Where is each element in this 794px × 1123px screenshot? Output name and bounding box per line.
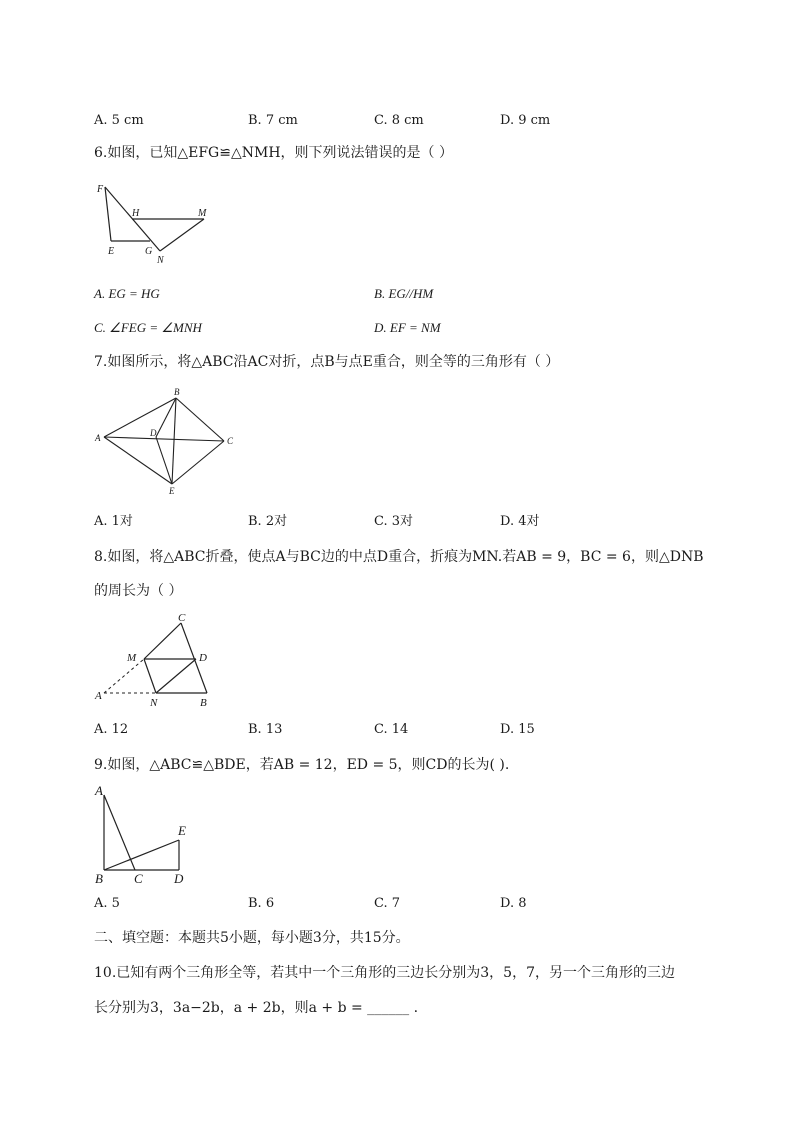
- q6-label-f: F: [97, 184, 104, 195]
- q7-option-d: D. 4对: [500, 514, 540, 529]
- q9-option-d: D. 8: [500, 896, 527, 911]
- q7-option-c: C. 3对: [374, 514, 414, 529]
- q8-label-c: C: [178, 612, 186, 624]
- q8-stem-line2: 的周长为（ ）: [94, 583, 183, 599]
- q6-stem: 6.如图，已知△EFG≌△NMH，则下列说法错误的是（ ）: [94, 145, 453, 161]
- q8-stem-line1: 8.如图，将△ABC折叠，使点A与BC边的中点D重合，折痕为MN.若AB = 9，BC = 6，则△DNB: [94, 549, 704, 565]
- q6-label-n: N: [157, 255, 164, 266]
- q8-option-d: D. 15: [500, 722, 535, 737]
- q6-label-m: M: [198, 208, 207, 219]
- section-2-title: 二、填空题：本题共5小题，每小题3分，共15分。: [94, 930, 410, 946]
- q9-label-b: B: [95, 871, 103, 886]
- q8-option-c: C. 14: [374, 722, 409, 737]
- q10-stem-line2: 长分别为3，3a−2b，a + 2b，则a + b = ______ .: [94, 1000, 419, 1016]
- q9-label-e: E: [178, 823, 186, 838]
- q8-label-b: B: [200, 697, 207, 709]
- q9-option-a: A. 5: [94, 896, 120, 911]
- q9-label-c: C: [134, 871, 143, 886]
- q7-label-b: B: [174, 387, 180, 397]
- q10-stem-line1: 10.已知有两个三角形全等，若其中一个三角形的三边长分别为3，5，7，另一个三角形的三边: [94, 965, 675, 981]
- q7-option-b: B. 2对: [248, 514, 288, 529]
- q7-stem: 7.如图所示，将△ABC沿AC对折，点B与点E重合，则全等的三角形有（ ）: [94, 354, 560, 370]
- q6-figure: [94, 178, 224, 268]
- q5-option-d: D. 9 cm: [500, 113, 551, 128]
- q8-label-d: D: [199, 652, 207, 664]
- q9-option-c: C. 7: [374, 896, 401, 911]
- q6-label-g: G: [145, 246, 153, 257]
- q6-option-a: A. EG = HG: [94, 286, 160, 301]
- q7-label-c: C: [227, 436, 234, 446]
- q9-label-d: D: [174, 871, 184, 886]
- q5-option-b: B. 7 cm: [248, 113, 298, 128]
- q9-stem: 9.如图，△ABC≌△BDE，若AB = 12，ED = 5，则CD的长为( ).: [94, 757, 510, 773]
- q9-figure: [94, 782, 204, 886]
- q6-label-h: H: [132, 208, 140, 219]
- q8-option-a: A. 12: [94, 722, 129, 737]
- q9-option-b: B. 6: [248, 896, 275, 911]
- q9-label-a: A: [95, 783, 103, 798]
- q5-option-c: C. 8 cm: [374, 113, 424, 128]
- q8-option-b: B. 13: [248, 722, 283, 737]
- q6-label-e: E: [108, 246, 115, 257]
- q7-option-a: A. 1对: [94, 514, 133, 529]
- q8-label-n: N: [150, 697, 158, 709]
- q6-option-b: B. EG//HM: [374, 286, 434, 301]
- q5-option-a: A. 5 cm: [94, 113, 144, 128]
- q8-figure: [94, 610, 224, 710]
- q7-label-a: A: [95, 433, 101, 443]
- q8-label-m: M: [127, 652, 137, 664]
- q7-figure: [94, 385, 244, 497]
- q6-option-c: C. ∠FEG = ∠MNH: [94, 320, 202, 335]
- q7-label-e: E: [169, 486, 175, 496]
- q6-option-d: D. EF = NM: [374, 320, 441, 335]
- q8-label-a: A: [95, 690, 102, 702]
- q7-label-d: D: [150, 428, 157, 438]
